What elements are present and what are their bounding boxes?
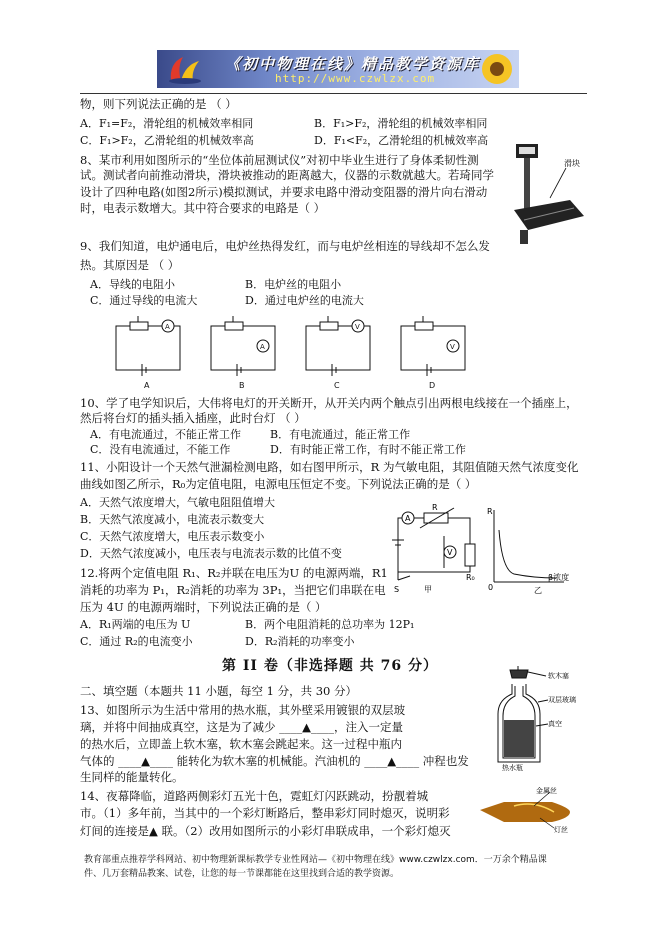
- q9-option-b: B．电炉丝的电阻小: [245, 278, 342, 291]
- cork-label: 软木塞: [548, 672, 569, 680]
- section-title: 第 II 卷（非选择题 共 76 分）: [222, 658, 438, 674]
- circuit-D: [401, 316, 465, 390]
- q11-line: 曲线如图乙所示，R₀为定值电阻，电源电压恒定不变。下列说法正确的是（ ）: [80, 477, 477, 491]
- circuit-label: B: [239, 381, 245, 390]
- q12-option-a: A．R₁两端的电压为 U: [80, 618, 191, 631]
- figure-yi-label: 乙: [534, 586, 542, 595]
- q9-option-d: D．通过电炉丝的电流大: [245, 294, 364, 307]
- header-banner: [157, 50, 519, 88]
- q9-line: 热。其原因是 （ ）: [80, 258, 180, 272]
- double-glass-label: 双层玻璃: [548, 696, 576, 704]
- circuit-label: A: [144, 381, 150, 390]
- flexibility-tester-figure: [510, 140, 588, 246]
- q10-option-c: C．没有电流通过，不能工作: [90, 443, 231, 456]
- circuit-label: D: [429, 381, 436, 390]
- filament-label: 灯丝: [554, 826, 568, 834]
- thermos-figure: [488, 664, 584, 772]
- q13-line: 13、如图所示为生活中常用的热水瓶，其外壁采用镀银的双层玻: [80, 703, 406, 717]
- q7-option-d: D．F₁<F₂，乙滑轮组的机械效率高: [314, 134, 489, 147]
- q14-line: 14、夜幕降临，道路两侧彩灯五光十色，霓虹灯闪跃跳动，扮靓着城: [80, 789, 429, 803]
- q7-option-c: C．F₁>F₂，乙滑轮组的机械效率高: [80, 134, 254, 147]
- q10-option-b: B．有电流通过，能正常工作: [270, 428, 411, 441]
- q11-option-c: C．天然气浓度增大，电压表示数变小: [80, 530, 265, 543]
- q12-line: 12.将两个定值电阻 R₁、R₂并联在电压为U 的电源两端，R1: [80, 566, 388, 580]
- circuit-B: [211, 316, 275, 390]
- q10-line: 然后将台灯的插头插入插座，此时台灯 （ ）: [80, 411, 306, 425]
- curve-axis-y: R: [487, 507, 493, 516]
- q13-line: 的热水后，立即盖上软木塞，软木塞会跳起来。这一过程中瓶内: [80, 737, 402, 751]
- q10-line: 10、学了电学知识后，大伟将电灯的开关断开，从开关内两个触点引出两根电线接在一个插座上，: [80, 396, 578, 410]
- figure-jia-label: 甲: [424, 585, 432, 594]
- meter-label: V: [450, 343, 455, 351]
- meter-label: A: [165, 323, 170, 331]
- sunflower-icon: [475, 50, 519, 88]
- q7-lead: 物，则下列说法正确的是 （ ）: [80, 97, 237, 111]
- ammeter-label: A: [405, 514, 411, 523]
- q12-option-d: D．R₂消耗的功率变小: [245, 635, 355, 648]
- q12-line: 消耗的功率为 P₁，R₂消耗的功率为 3P₁，当把它们串联在电: [80, 583, 386, 597]
- logo-icon: [165, 53, 205, 85]
- q9-option-c: C．通过导线的电流大: [90, 294, 198, 307]
- q10-option-a: A．有电流通过，不能正常工作: [90, 428, 241, 441]
- q11-line: 11、小阳设计一个天然气泄漏检测电路，如右图甲所示，R 为气敏电阻，其阻值随天然气浓度变化: [80, 460, 579, 474]
- circuit-label: C: [334, 381, 340, 390]
- q13-line: 生同样的能量转化。: [80, 770, 184, 784]
- footer-line: 教育部重点推荐学科网站、初中物理新课标教学专业性网站—《初中物理在线》www.czwlzx.com．一万余个精品课: [84, 855, 547, 865]
- q9-line: 9、我们知道，电炉通电后，电炉丝热得发红，而与电炉丝相连的导线却不怎么发: [80, 239, 490, 253]
- header-rule: [80, 93, 587, 94]
- q12-option-b: B．两个电阻消耗的总功率为 12P₁: [245, 618, 415, 631]
- circuit-diagrams: [110, 312, 480, 392]
- banner-url[interactable]: http://www.czwlzx.com: [275, 72, 436, 85]
- fixed-resistor-label: R₀: [466, 573, 475, 582]
- part2-heading: 二、填空题（本题共 11 小题，每空 1 分，共 30 分）: [80, 684, 358, 698]
- q7-option-a: A．F₁=F₂，滑轮组的机械效率相同: [80, 117, 254, 130]
- q8-line: 试。测试者向前推动滑块，滑块被推动的距离越大，仪器的示数就越大。若琦同学: [80, 168, 494, 182]
- q8-line: 设计了四种电路(如图2所示)模拟测试，并要求电路中滑动变阻器的滑片向右滑动: [80, 185, 488, 199]
- vacuum-label: 真空: [548, 720, 562, 728]
- q11-option-a: A．天然气浓度增大，气敏电阻阻值增大: [80, 496, 275, 509]
- gas-resistor-label: R: [432, 503, 438, 512]
- q14-line: 灯间的连接是▲ 联。（2）改用如图所示的小彩灯串联成串，一个彩灯熄灭: [80, 824, 451, 838]
- q13-line: 璃，并将中间抽成真空，这是为了减少 ____▲____，注入一定量: [80, 720, 403, 734]
- metal-wire-label: 金属丝: [536, 787, 557, 795]
- q8-line: 8、某市利用如图所示的“坐位体前屈测试仪”对初中毕业生进行了身体柔韧性测: [80, 153, 479, 167]
- thermos-label: 热水瓶: [502, 764, 523, 772]
- q9-option-a: A．导线的电阻小: [90, 278, 175, 291]
- q8-line: 时，电表示数增大。其中符合要求的电路是（ ）: [80, 201, 326, 215]
- curve-axis-x: β浓度: [548, 573, 570, 582]
- circuit-C: [306, 316, 370, 390]
- q11-option-b: B．天然气浓度减小，电流表示数变大: [80, 513, 265, 526]
- q12-line: 压为 4U 的电源两端时，下列说法正确的是（ ）: [80, 600, 327, 614]
- slider-label: 滑块: [564, 159, 580, 168]
- curve-origin: 0: [488, 583, 494, 592]
- bulb-figure: [474, 786, 584, 836]
- gas-detector-figure: [384, 500, 574, 598]
- q12-option-c: C．通过 R₂的电流变小: [80, 635, 193, 648]
- voltmeter-label: V: [447, 548, 453, 557]
- meter-label: V: [355, 323, 360, 331]
- switch-label: S: [394, 585, 400, 594]
- q13-line: 气体的 ____▲____ 能转化为软木塞的机械能。汽油机的 ____▲____ 冲程也发: [80, 754, 469, 768]
- footer-line: 件、几万套精品教案、试卷，让您的每一节课都能在这里找到合适的教学资源。: [84, 869, 400, 879]
- meter-label: A: [260, 343, 265, 351]
- q7-option-b: B．F₁>F₂，滑轮组的机械效率相同: [314, 117, 488, 130]
- banner-title: 《初中物理在线》精品教学资源库: [225, 55, 481, 73]
- circuit-A: [116, 316, 180, 390]
- q10-option-d: D．有时能正常工作，有时不能正常工作: [270, 443, 466, 456]
- q14-line: 市。（1）多年前，当其中的一个彩灯断路后，整串彩灯同时熄灭，说明彩: [80, 806, 450, 820]
- q11-option-d: D．天然气浓度减小，电压表与电流表示数的比值不变: [80, 547, 342, 560]
